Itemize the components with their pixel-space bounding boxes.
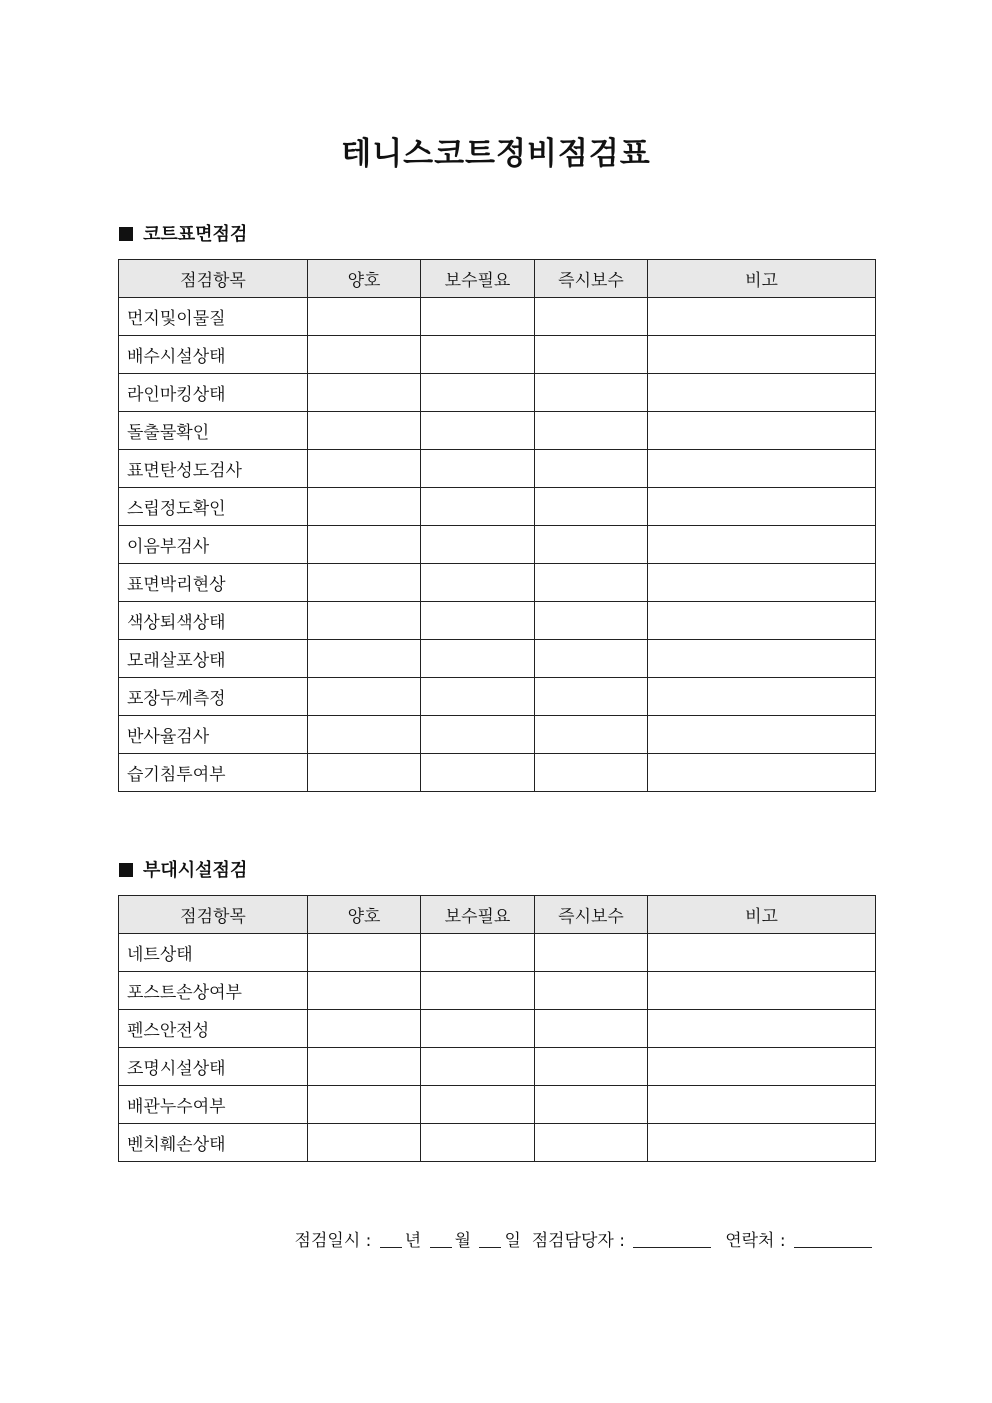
inspector-field[interactable]: [633, 1229, 711, 1248]
remarks-cell[interactable]: [648, 716, 876, 754]
table-row: [119, 678, 876, 716]
inspection-item-cell: 벤치훼손상태: [119, 1124, 308, 1162]
repair-needed-check-cell[interactable]: [421, 1010, 535, 1048]
inspection-footer: [295, 1227, 875, 1255]
remarks-cell[interactable]: [648, 640, 876, 678]
inspection-item-cell: 이음부검사: [119, 526, 308, 564]
section-heading-court-surface: [119, 222, 247, 248]
immediate-repair-check-cell[interactable]: [535, 754, 648, 792]
column-header-remarks: 비고: [648, 896, 876, 934]
remarks-cell[interactable]: [648, 934, 876, 972]
table-row: [119, 754, 876, 792]
remarks-cell[interactable]: [648, 972, 876, 1010]
inspector-label: 점검담당자 :: [531, 1231, 625, 1251]
good-check-cell[interactable]: [308, 1124, 421, 1162]
inspection-item-cell: 표면박리현상: [119, 564, 308, 602]
repair-needed-check-cell[interactable]: [421, 602, 535, 640]
day-field[interactable]: [479, 1229, 501, 1248]
month-label: 월: [454, 1231, 472, 1251]
contact-field[interactable]: [794, 1229, 872, 1248]
court-surface-table: [118, 259, 876, 792]
table-row: [119, 298, 876, 336]
good-check-cell[interactable]: [308, 678, 421, 716]
column-header-item: 점검항목: [119, 896, 308, 934]
table-row: [119, 602, 876, 640]
repair-needed-check-cell[interactable]: [421, 678, 535, 716]
table-row: [119, 336, 876, 374]
repair-needed-check-cell[interactable]: [421, 1086, 535, 1124]
inspection-item-cell: 배수시설상태: [119, 336, 308, 374]
year-label: 년: [404, 1231, 422, 1251]
page-title: 테니스코트정비점검표: [341, 136, 651, 172]
inspection-item-cell: 펜스안전성: [119, 1010, 308, 1048]
table-row: [119, 450, 876, 488]
inspection-item-cell: 색상퇴색상태: [119, 602, 308, 640]
table-row: [119, 526, 876, 564]
facilities-table: [118, 895, 876, 1162]
table-header-row: [119, 260, 876, 298]
remarks-cell[interactable]: [648, 754, 876, 792]
good-check-cell[interactable]: [308, 488, 421, 526]
table-row: [119, 1124, 876, 1162]
section-heading-label: 부대시설점검: [143, 860, 248, 881]
good-check-cell[interactable]: [308, 298, 421, 336]
good-check-cell[interactable]: [308, 640, 421, 678]
repair-needed-check-cell[interactable]: [421, 450, 535, 488]
good-check-cell[interactable]: [308, 1086, 421, 1124]
remarks-cell[interactable]: [648, 564, 876, 602]
good-check-cell[interactable]: [308, 602, 421, 640]
repair-needed-check-cell[interactable]: [421, 1048, 535, 1086]
good-check-cell[interactable]: [308, 934, 421, 972]
immediate-repair-check-cell[interactable]: [535, 678, 648, 716]
immediate-repair-check-cell[interactable]: [535, 450, 648, 488]
inspection-item-cell: 라인마킹상태: [119, 374, 308, 412]
inspection-item-cell: 반사율검사: [119, 716, 308, 754]
repair-needed-check-cell[interactable]: [421, 754, 535, 792]
good-check-cell[interactable]: [308, 1048, 421, 1086]
day-label: 일: [504, 1231, 521, 1251]
inspection-item-cell: 스립정도확인: [119, 488, 308, 526]
inspection-item-cell: 돌출물확인: [119, 412, 308, 450]
inspection-item-cell: 포스트손상여부: [119, 972, 308, 1010]
inspection-item-cell: 배관누수여부: [119, 1086, 308, 1124]
column-header-immediate-repair: 즉시보수: [535, 260, 648, 298]
repair-needed-check-cell[interactable]: [421, 640, 535, 678]
good-check-cell[interactable]: [308, 716, 421, 754]
column-header-item: 점검항목: [119, 260, 308, 298]
square-bullet-icon: [119, 863, 133, 877]
repair-needed-check-cell[interactable]: [421, 374, 535, 412]
remarks-cell[interactable]: [648, 450, 876, 488]
immediate-repair-check-cell[interactable]: [535, 412, 648, 450]
immediate-repair-check-cell[interactable]: [535, 298, 648, 336]
remarks-cell[interactable]: [648, 1010, 876, 1048]
repair-needed-check-cell[interactable]: [421, 412, 535, 450]
table-row: [119, 972, 876, 1010]
table-row: [119, 934, 876, 972]
immediate-repair-check-cell[interactable]: [535, 640, 648, 678]
table-row: [119, 412, 876, 450]
good-check-cell[interactable]: [308, 412, 421, 450]
table-row: [119, 1010, 876, 1048]
contact-label: 연락처 :: [725, 1231, 786, 1251]
good-check-cell[interactable]: [308, 374, 421, 412]
remarks-cell[interactable]: [648, 526, 876, 564]
immediate-repair-check-cell[interactable]: [535, 564, 648, 602]
remarks-cell[interactable]: [648, 298, 876, 336]
repair-needed-check-cell[interactable]: [421, 298, 535, 336]
remarks-cell[interactable]: [648, 412, 876, 450]
date-label: 점검일시 :: [294, 1231, 372, 1251]
remarks-cell[interactable]: [648, 1086, 876, 1124]
column-header-remarks: 비고: [648, 260, 876, 298]
table-header-row: [119, 896, 876, 934]
remarks-cell[interactable]: [648, 336, 876, 374]
immediate-repair-check-cell[interactable]: [535, 488, 648, 526]
column-header-good: 양호: [308, 896, 421, 934]
immediate-repair-check-cell[interactable]: [535, 1010, 648, 1048]
table-row: [119, 1086, 876, 1124]
inspection-item-cell: 네트상태: [119, 934, 308, 972]
inspection-item-cell: 조명시설상태: [119, 1048, 308, 1086]
immediate-repair-check-cell[interactable]: [535, 1086, 648, 1124]
immediate-repair-check-cell[interactable]: [535, 1124, 648, 1162]
section-heading-label: 코트표면점검: [143, 224, 248, 245]
remarks-cell[interactable]: [648, 1048, 876, 1086]
year-field[interactable]: [380, 1229, 402, 1248]
inspection-item-cell: 먼지및이물질: [119, 298, 308, 336]
repair-needed-check-cell[interactable]: [421, 488, 535, 526]
good-check-cell[interactable]: [308, 450, 421, 488]
repair-needed-check-cell[interactable]: [421, 564, 535, 602]
good-check-cell[interactable]: [308, 1010, 421, 1048]
table-row: [119, 1048, 876, 1086]
repair-needed-check-cell[interactable]: [421, 716, 535, 754]
inspection-item-cell: 포장두께측정: [119, 678, 308, 716]
immediate-repair-check-cell[interactable]: [535, 934, 648, 972]
repair-needed-check-cell[interactable]: [421, 934, 535, 972]
good-check-cell[interactable]: [308, 526, 421, 564]
repair-needed-check-cell[interactable]: [421, 526, 535, 564]
inspection-item-cell: 표면탄성도검사: [119, 450, 308, 488]
column-header-repair-needed: 보수필요: [421, 896, 535, 934]
inspection-item-cell: 습기침투여부: [119, 754, 308, 792]
repair-needed-check-cell[interactable]: [421, 336, 535, 374]
immediate-repair-check-cell[interactable]: [535, 716, 648, 754]
immediate-repair-check-cell[interactable]: [535, 972, 648, 1010]
month-field[interactable]: [430, 1229, 452, 1248]
remarks-cell[interactable]: [648, 488, 876, 526]
good-check-cell[interactable]: [308, 564, 421, 602]
table-row: [119, 640, 876, 678]
section-heading-facilities: [119, 858, 247, 884]
column-header-repair-needed: 보수필요: [421, 260, 535, 298]
repair-needed-check-cell[interactable]: [421, 1124, 535, 1162]
good-check-cell[interactable]: [308, 972, 421, 1010]
remarks-cell[interactable]: [648, 602, 876, 640]
good-check-cell[interactable]: [308, 754, 421, 792]
good-check-cell[interactable]: [308, 336, 421, 374]
table-row: [119, 488, 876, 526]
remarks-cell[interactable]: [648, 1124, 876, 1162]
repair-needed-check-cell[interactable]: [421, 972, 535, 1010]
column-header-immediate-repair: 즉시보수: [535, 896, 648, 934]
remarks-cell[interactable]: [648, 678, 876, 716]
inspection-item-cell: 모래살포상태: [119, 640, 308, 678]
immediate-repair-check-cell[interactable]: [535, 374, 648, 412]
square-bullet-icon: [119, 227, 133, 241]
remarks-cell[interactable]: [648, 374, 876, 412]
immediate-repair-check-cell[interactable]: [535, 602, 648, 640]
table-row: [119, 716, 876, 754]
immediate-repair-check-cell[interactable]: [535, 526, 648, 564]
immediate-repair-check-cell[interactable]: [535, 1048, 648, 1086]
table-row: [119, 374, 876, 412]
table-row: [119, 564, 876, 602]
immediate-repair-check-cell[interactable]: [535, 336, 648, 374]
column-header-good: 양호: [308, 260, 421, 298]
